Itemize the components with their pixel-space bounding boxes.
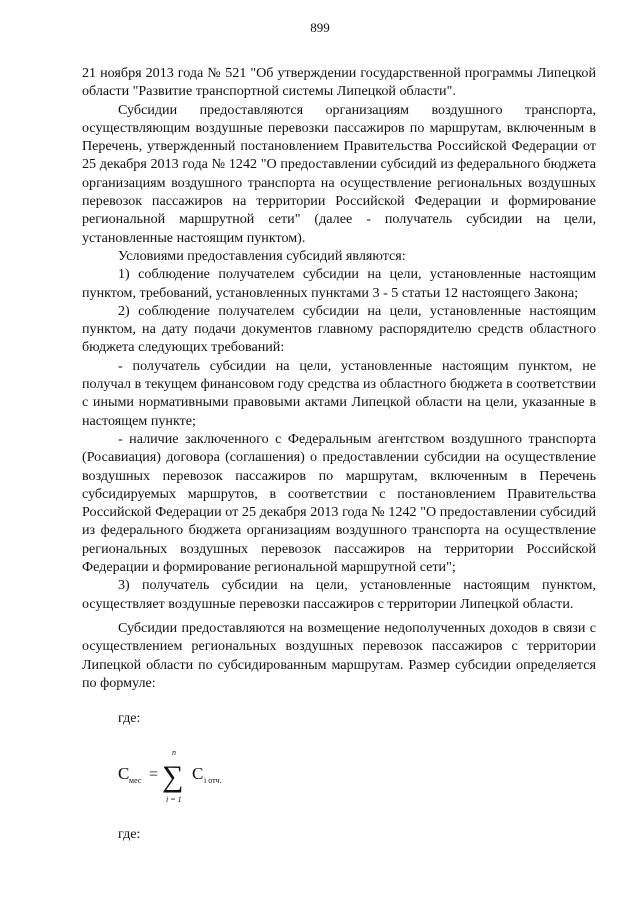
paragraph-requirement-no-other-funds: - получатель субсидии на цели, установленные настоящим пунктом, не получал в текущем финансовом году средства из областного бюджета в соответствии с иными нормативными правовыми актами Липецкой области на цели, указанные в настоящем пункте; (82, 357, 596, 429)
formula-equals-sign: = (149, 766, 159, 783)
formula-lhs-subscript: мес (129, 776, 142, 785)
formula-lhs-symbol: С (118, 764, 130, 783)
where-label-top: где: (118, 710, 141, 726)
paragraph-program-reference: 21 ноября 2013 года № 521 "Об утверждении государственной программы Липецкой области "Развитие транспортной системы Липецкой области". (82, 65, 596, 100)
subsidy-formula (118, 746, 278, 808)
formula-sum-upper-limit: n (172, 748, 176, 757)
paragraph-condition-2: 2) соблюдение получателем субсидии на цели, установленные настоящим пунктом, на дату подачи документов главному распорядителю средств областного бюджета следующих требований: (82, 302, 596, 356)
paragraph-subsidy-recipients: Субсидии предоставляются организациям воздушного транспорта, осуществляющим воздушные перевозки пассажиров по маршрутам, включенным в Перечень, утвержденный постановлением Правительства Российской Федерации от 25 декабря 2013 года № 1242 "О предоставлении субсидий из федерального бюджета организациям воздушного транспорта на осуществление региональных воздушных перевозок пассажиров на территории Российской Федерации и формирование региональной маршрутной сети" (далее - получатель субсидии на цели, установленные настоящим пунктом). (82, 101, 596, 246)
paragraph-requirement-agreement: - наличие заключенного с Федеральным агентством воздушного транспорта (Росавиация) договора (соглашения) о предоставлении субсидии на осуществление воздушных перевозок пассажиров по маршрутам, включенным в Перечень субсидируемых маршрутов, в соответствии с постановлением Правительства Российской Федерации от 25 декабря 2013 года № 1242 "О предоставлении субсидий из федерального бюджета организациям воздушного транспорта на осуществление региональных воздушных перевозок пассажиров на территории Российской Федерации и формирование региональной маршрутной сети"; (82, 430, 596, 576)
paragraph-subsidy-formula-intro: Субсидии предоставляются на возмещение недополученных доходов в связи с осуществлением региональных воздушных перевозок пассажиров с территории Липецкой области по субсидированным маршрутам. Размер субсидии определяется по формуле: (82, 619, 596, 691)
formula-term-subscript: i отч. (204, 776, 222, 785)
paragraph-condition-3: 3) получатель субсидии на цели, установленные настоящим пунктом, осуществляет воздушные перевозки пассажиров с территории Липецкой области. (82, 577, 596, 612)
page-number: 899 (310, 20, 330, 35)
formula-sum-lower-limit: i = 1 (166, 795, 182, 804)
document-body (82, 64, 596, 692)
paragraph-conditions-heading: Условиями предоставления субсидий являются: (118, 247, 406, 264)
formula-term-symbol: С (192, 764, 204, 783)
where-label-bottom: где: (118, 826, 141, 842)
paragraph-condition-1: 1) соблюдение получателем субсидии на цели, установленные настоящим пунктом, требований, установленных пунктами 3 - 5 статьи 12 настоящего Закона; (82, 266, 596, 301)
formula-sum-sign: ∑ (162, 760, 184, 793)
